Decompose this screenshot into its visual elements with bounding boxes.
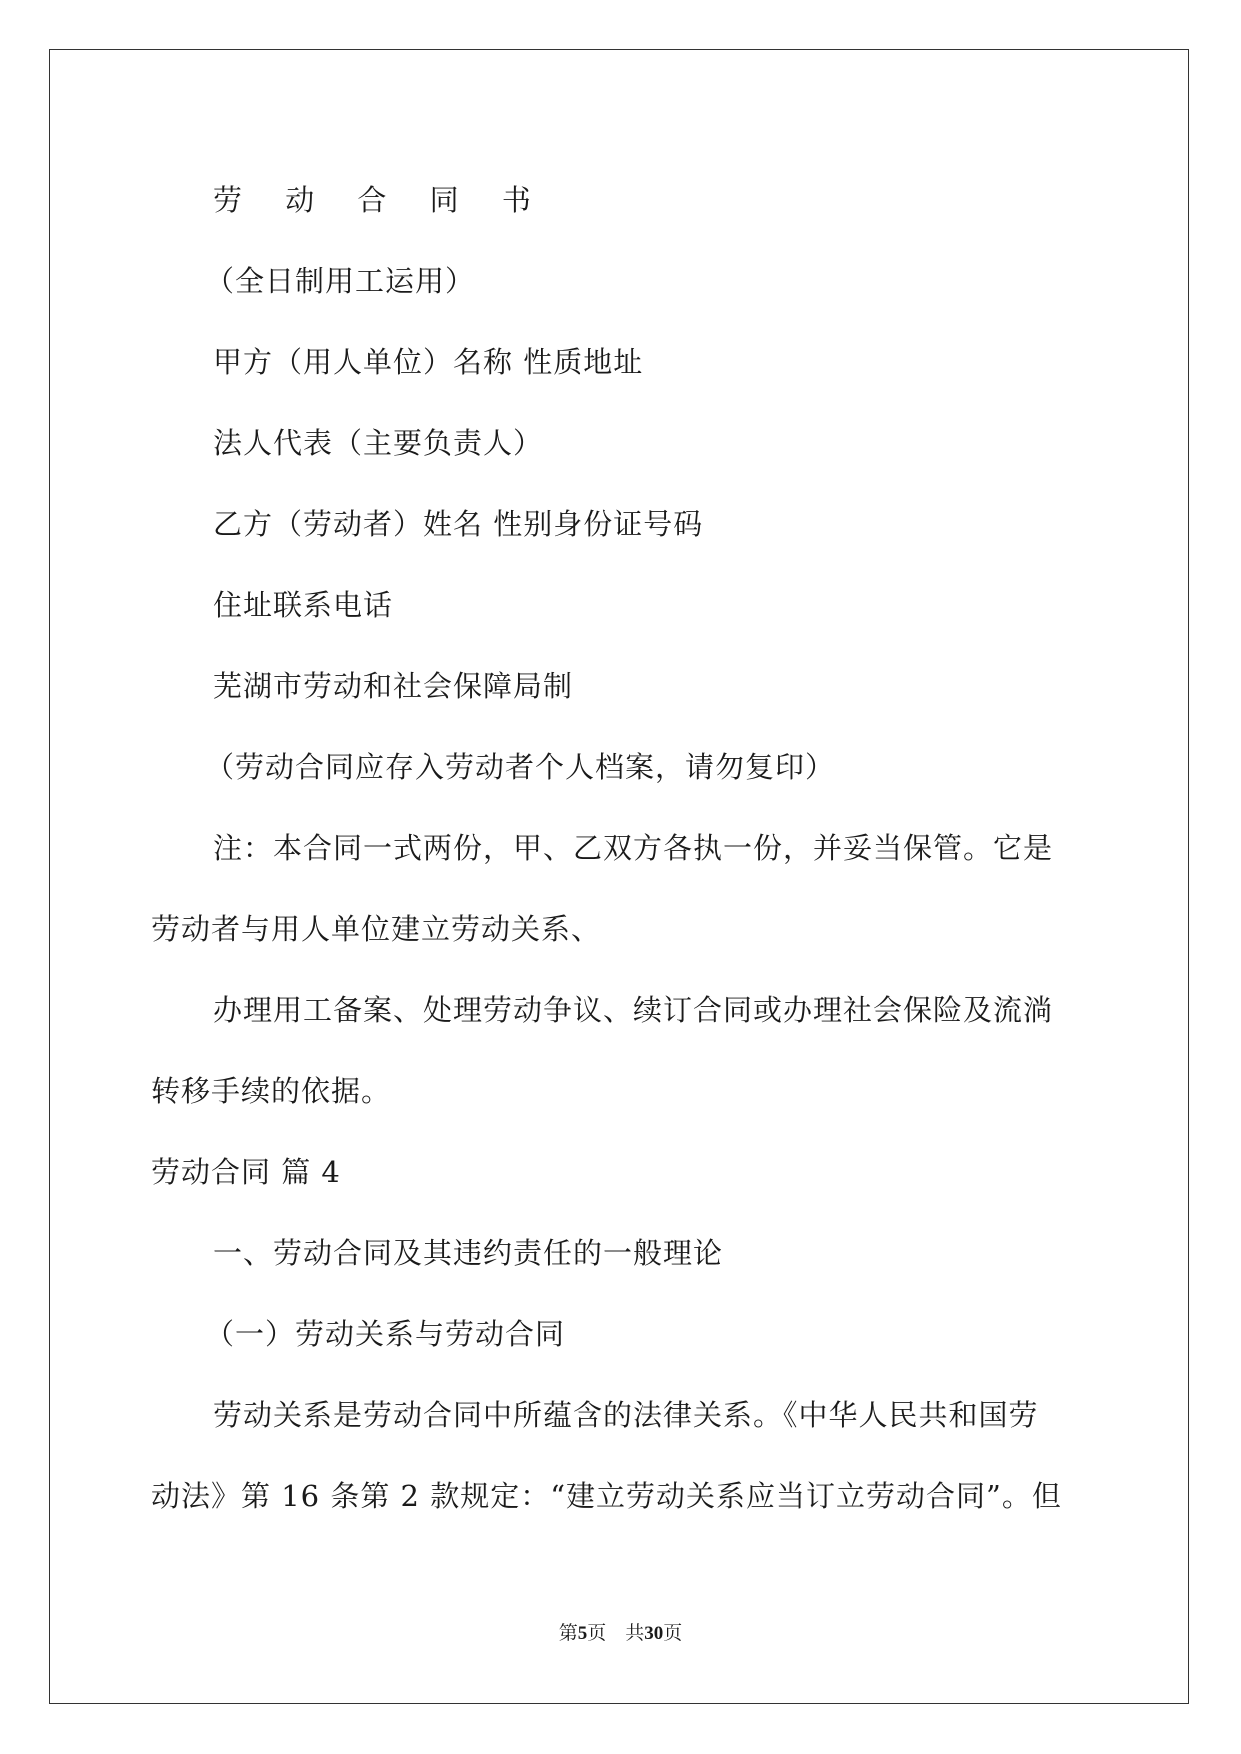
issuer-line: 芜湖市劳动和社会保障局制 <box>213 669 574 703</box>
note-paragraph-line-2: 劳动者与用人单位建立劳动关系、 <box>151 912 602 946</box>
document-body <box>151 160 1091 1537</box>
footer-total-pages: 30 <box>644 1623 664 1644</box>
body-paragraph-line-2: 动法》第 16 条第 2 款规定：“建立劳动关系应当订立劳动合同”。但 <box>151 1479 1062 1513</box>
subsection-heading: （一）劳动关系与劳动合同 <box>205 1317 566 1351</box>
legal-representative-line: 法人代表（主要负责人） <box>213 426 544 460</box>
party-b-line: 乙方（劳动者）姓名 性别身份证号码 <box>213 507 704 541</box>
archive-note-line: （劳动合同应存入劳动者个人档案，请勿复印） <box>205 750 836 784</box>
footer-suffix: 页 <box>663 1623 683 1644</box>
address-phone-line: 住址联系电话 <box>213 588 394 622</box>
page-footer <box>0 1618 1241 1645</box>
note-paragraph-line-1: 注：本合同一式两份，甲、乙双方各执一份，并妥当保管。它是 <box>213 831 1054 865</box>
party-a-line: 甲方（用人单位）名称 性质地址 <box>213 345 644 379</box>
section-heading: 劳动合同 篇 4 <box>151 1155 341 1189</box>
chapter-heading: 一、劳动合同及其违约责任的一般理论 <box>213 1236 724 1270</box>
note-paragraph-line-3: 办理用工备案、处理劳动争议、续订合同或办理社会保险及流淌 <box>213 993 1054 1027</box>
footer-page-number: 5 <box>577 1623 588 1644</box>
contract-title: 劳 动 合 同 书 <box>213 183 548 217</box>
footer-middle: 页 共 <box>587 1623 645 1644</box>
note-paragraph-line-4: 转移手续的依据。 <box>151 1074 392 1108</box>
body-paragraph-line-1: 劳动关系是劳动合同中所蕴含的法律关系。《中华人民共和国劳 <box>213 1398 1039 1432</box>
footer-prefix: 第 <box>558 1623 578 1644</box>
subtitle-line: （全日制用工运用） <box>205 264 476 298</box>
